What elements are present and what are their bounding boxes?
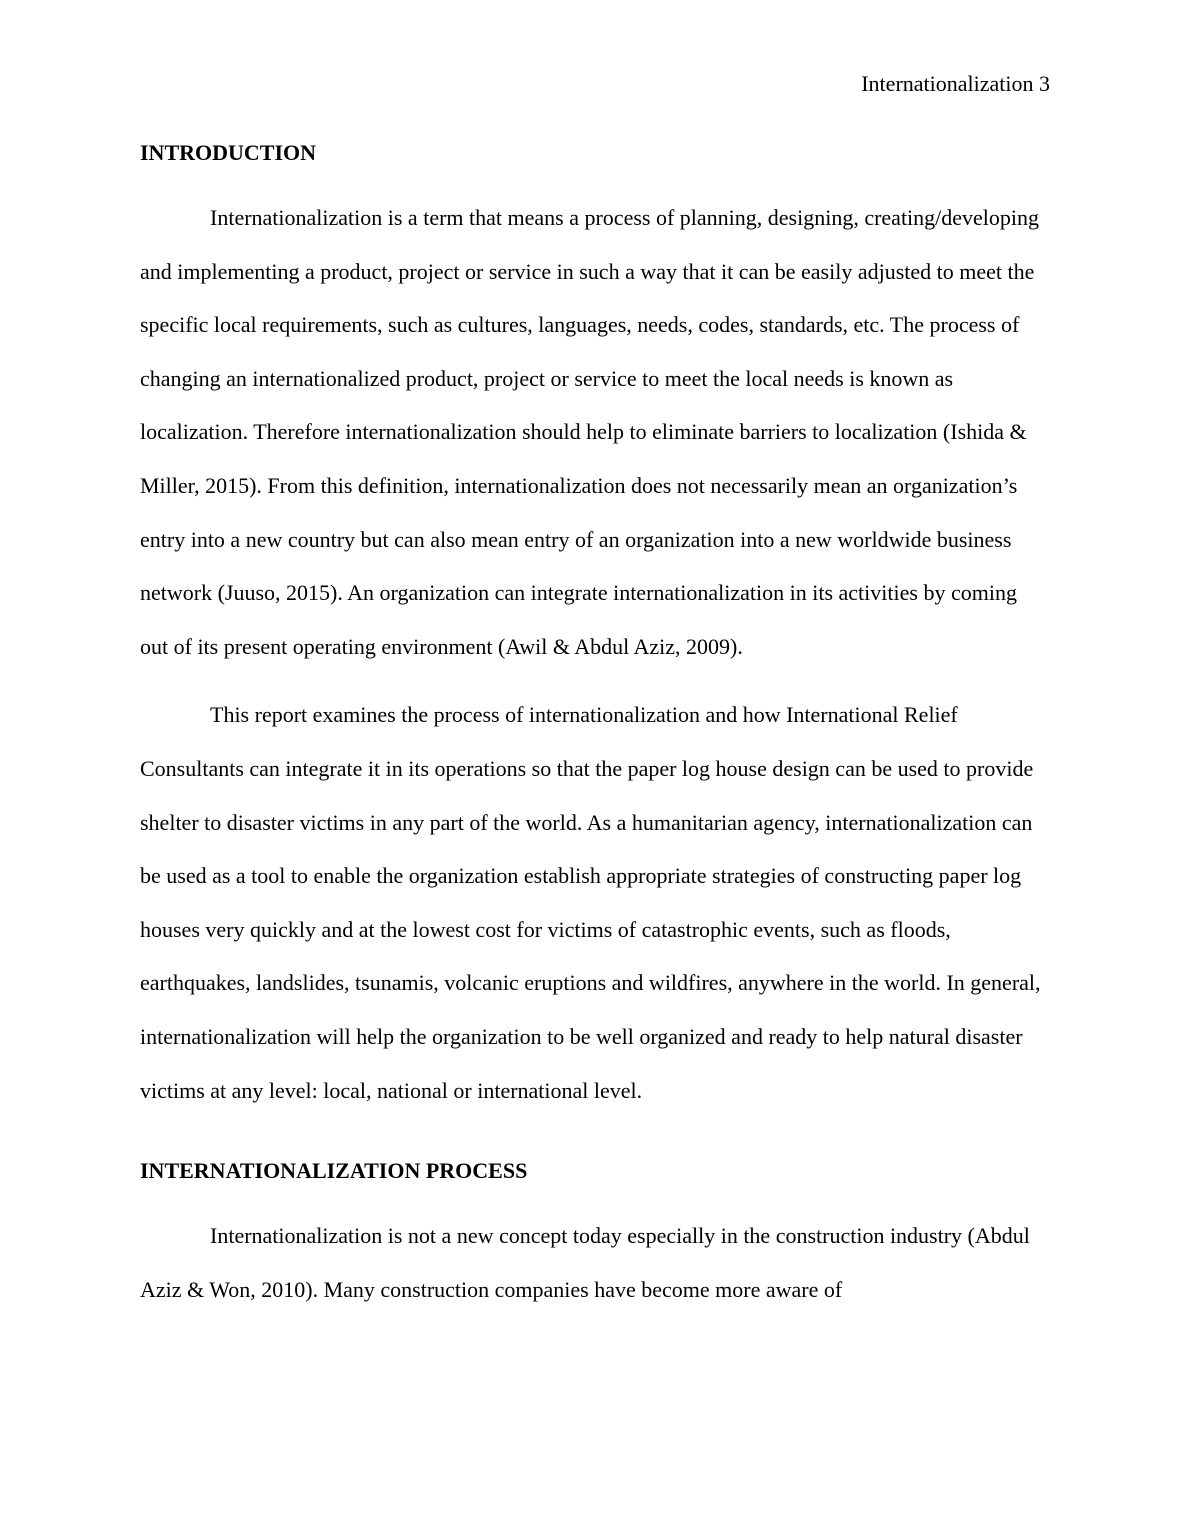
- paragraph-process-1: Internationalization is not a new concept today especially in the construction industry (Abdul Aziz & Won, 2010). Many construction companies have become more aware of: [140, 1223, 1030, 1302]
- running-head: Internationalization 3: [861, 71, 1050, 96]
- section-heading-introduction: INTRODUCTION: [140, 140, 317, 165]
- document-body: [140, 137, 1050, 1316]
- paragraph-introduction-1: Internationalization is a term that means a process of planning, designing, creating/developing and implementing a product, project or service in such a way that it can be easily adjusted to meet the specific local requirements, such as cultures, languages, needs, codes, standards, etc. The process of changing an internationalized product, project or service to meet the local needs is known as localization. Therefore internationalization should help to eliminate barriers to localization (Ishida & Miller, 2015). From this definition, internationalization does not necessarily mean an organization’s entry into a new country but can also mean entry of an organization into a new worldwide business network (Juuso, 2015). An organization can integrate internationalization in its activities by coming out of its present operating environment (Awil & Abdul Aziz, 2009).: [140, 205, 1040, 659]
- paragraph-introduction-2: This report examines the process of internationalization and how International Relief Consultants can integrate it in its operations so that the paper log house design can be used to provide shelter to disaster victims in any part of the world. As a humanitarian agency, internationalization can be used as a tool to enable the organization establish appropriate strategies of constructing paper log houses very quickly and at the lowest cost for victims of catastrophic events, such as floods, earthquakes, landslides, tsunamis, volcanic eruptions and wildfires, anywhere in the world. In general, internationalization will help the organization to be well organized and ready to help natural disaster victims at any level: local, national or international level.: [140, 702, 1041, 1103]
- section-heading-internationalization-process: INTERNATIONALIZATION PROCESS: [140, 1158, 528, 1184]
